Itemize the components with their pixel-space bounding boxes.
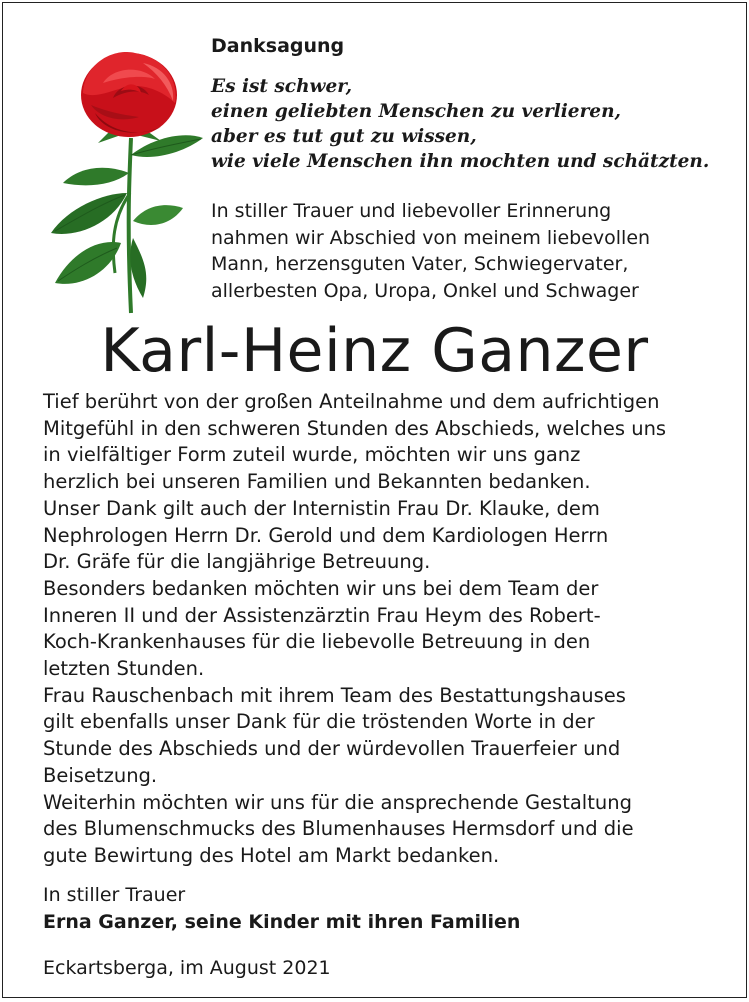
body-line: Frau Rauschenbach mit ihrem Team des Bestattungshauses: [43, 683, 626, 707]
closing-line: In stiller Trauer: [43, 884, 186, 906]
body-line: Besonders bedanken möchten wir uns bei dem Team der: [43, 576, 599, 600]
verse-line: einen geliebten Menschen zu verlieren,: [211, 101, 621, 122]
body-line: Unser Dank gilt auch der Internistin Frau Dr. Klauke, dem: [43, 496, 600, 520]
verse-line: aber es tut gut zu wissen,: [211, 126, 477, 147]
body-line: des Blumenschmucks des Blumenhauses Hermsdorf und die: [43, 817, 634, 841]
closing: [43, 882, 520, 936]
body-line: Koch-Krankenhauses für die liebevolle Betreuung in den: [43, 630, 591, 654]
body-line: Stunde des Abschieds und der würdevollen Trauerfeier und: [43, 737, 621, 761]
body-text: [43, 389, 666, 870]
body-line: Dr. Gräfe für die langjährige Betreuung.: [43, 550, 431, 574]
body-line: gilt ebenfalls unser Dank für die tröstenden Worte in der: [43, 710, 595, 734]
body-line: Beisetzung.: [43, 763, 158, 787]
intro-line: In stiller Trauer und liebevoller Erinnerung: [211, 200, 612, 222]
intro-line: allerbesten Opa, Uropa, Onkel und Schwager: [211, 279, 639, 302]
verse: [211, 74, 709, 174]
intro-line: nahmen wir Abschied von meinem liebevollen: [211, 226, 651, 249]
intro-text: [211, 198, 650, 304]
deceased-name: Karl-Heinz Ganzer: [100, 316, 649, 386]
signatories: Erna Ganzer, seine Kinder mit ihren Familien: [43, 911, 521, 933]
body-line: herzlich bei unseren Familien und Bekannten bedanken.: [43, 470, 591, 494]
red-rose-image: [43, 43, 208, 318]
body-line: Inneren II und der Assistenzärztin Frau Heym des Robert-: [43, 603, 601, 627]
body-line: in vielfältiger Form zuteil wurde, möchten wir uns ganz: [43, 443, 581, 467]
intro-line: Mann, herzensguten Vater, Schwiegervater,: [211, 253, 629, 275]
body-line: Mitgefühl in den schweren Stunden des Abschieds, welches uns: [43, 416, 667, 440]
body-line: gute Bewirtung des Hotel am Markt bedanken.: [43, 843, 500, 867]
obituary-notice: [2, 2, 747, 998]
body-line: Weiterhin möchten wir uns für die ansprechende Gestaltung: [43, 790, 632, 814]
place-date: Eckartsberga, im August 2021: [43, 957, 331, 979]
body-line: Nephrologen Herrn Dr. Gerold und dem Kardiologen Herrn: [43, 523, 609, 547]
body-line: letzten Stunden.: [43, 657, 205, 681]
verse-line: wie viele Menschen ihn mochten und schätzten.: [211, 151, 710, 172]
heading: Danksagung: [211, 35, 345, 57]
body-line: Tief berührt von der großen Anteilnahme und dem aufrichtigen: [43, 390, 660, 413]
verse-line: Es ist schwer,: [211, 76, 353, 97]
